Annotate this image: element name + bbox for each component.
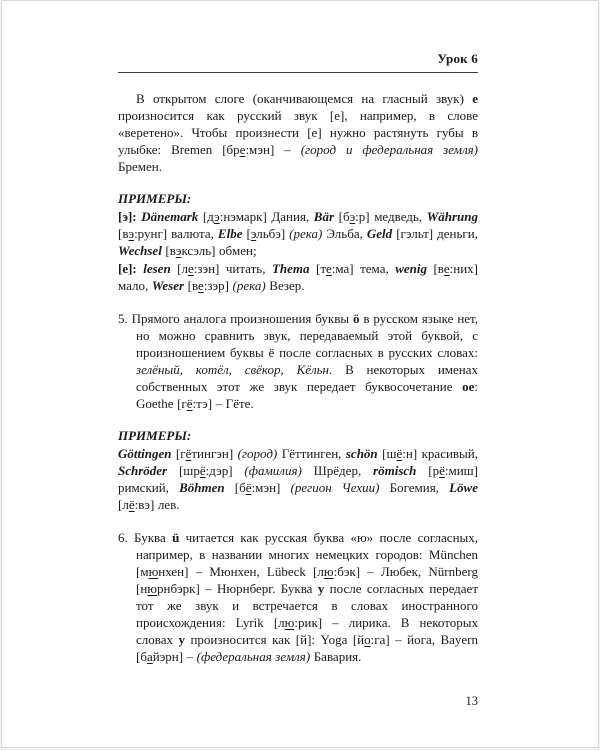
page-number: 13 <box>465 694 478 708</box>
text-segment: нхен] – Мюнхен, Lübeck [л <box>158 564 324 579</box>
text-segment: [б <box>334 209 350 224</box>
text-segment: ю <box>284 615 295 630</box>
text-segment: (регион Чехии) <box>290 480 380 495</box>
text-segment: :вэ] лев. <box>134 497 180 512</box>
text-segment: [л <box>170 261 188 276</box>
text-segment: э <box>349 209 356 224</box>
text-segment: :га] – йога, Bayern [б <box>136 632 478 664</box>
examples-label <box>118 427 478 444</box>
numbered-item <box>118 529 478 665</box>
text-segment: Elbe <box>217 226 243 241</box>
text-segment: в русском языке нет, но можно сравнить звук, передаваемый этой буквой, с произношением буквы ё после согласных в русских словах: <box>136 311 478 360</box>
text-segment: произносится как русский звук [е], например, в слове «веретено». Чтобы произнести [е] нужно растянуть губы в улыбке: Bremen [бр <box>118 108 478 157</box>
text-segment: ö <box>353 311 360 326</box>
text-segment: römisch <box>373 463 417 478</box>
text-segment: (река) <box>289 226 323 241</box>
text-segment: Гёттинген, <box>277 446 346 461</box>
text-segment: – (город и федеральная земля) <box>284 142 478 157</box>
text-segment: :них] мало, <box>118 261 478 293</box>
text-segment: [т <box>309 261 326 276</box>
text-segment: :р] медведь, <box>355 209 427 224</box>
text-segment: йэрн] – <box>152 649 197 664</box>
text-segment: Bär <box>313 209 335 224</box>
text-segment: :н] красивый, <box>402 446 478 461</box>
text-segment: [шр <box>167 463 200 478</box>
text-segment: [в <box>161 243 176 258</box>
text-segment: :рик] – лирика. В некоторых словах <box>136 615 478 647</box>
numbered-item <box>118 310 478 412</box>
text-segment: :тэ] – Гёте. <box>192 396 254 411</box>
text-segment: [в <box>184 278 199 293</box>
text-segment: после согласных передает тот же звук и встречается в словах иностранного происхождения: Lyrik [л <box>136 581 479 630</box>
text-segment: ё <box>128 497 135 512</box>
text-segment: :нэмарк] Дания, <box>219 209 314 224</box>
text-segment: льбэ] <box>256 226 290 241</box>
text-segment: :миш] римский, <box>118 463 478 495</box>
text-segment: [в <box>426 261 444 276</box>
text-segment: lesen <box>143 261 171 276</box>
text-segment: :дэр] <box>205 463 245 478</box>
text-segment: читается как русская буква «ю» после согласных, например, в названии многих немецких городов: München [м <box>136 530 479 579</box>
text-segment: [ <box>242 226 251 241</box>
text-segment: [р <box>416 463 440 478</box>
paragraph <box>118 90 478 175</box>
text-segment: е <box>443 261 450 276</box>
text-segment: рнбэрк] – Нюрнберг. Буква <box>157 581 318 596</box>
text-segment: зелёный, котёл, свёкор, Кёльн <box>136 362 330 377</box>
text-segment: Weser <box>151 278 185 293</box>
text-segment: [э]: <box>118 209 142 224</box>
text-segment: (федеральная земля) <box>196 649 311 664</box>
text-segment: Везер. <box>265 278 305 293</box>
text-segment: ё <box>186 396 193 411</box>
lesson-title: Урок 6 <box>437 51 478 66</box>
text-segment: (фамилия) <box>244 463 302 478</box>
examples-label <box>118 190 478 207</box>
text-segment: [гэльт] деньги, <box>392 226 478 241</box>
text-segment: э <box>128 226 135 241</box>
text-segment: Wechsel <box>118 243 162 258</box>
text-segment: ПРИМЕРЫ: <box>118 428 192 443</box>
text-segment: :ма] тема, <box>331 261 396 276</box>
text-segment: Dänemark <box>141 209 199 224</box>
text-segment: ё <box>199 463 206 478</box>
text-segment: ксэль] обмен; <box>181 243 257 258</box>
text-segment: [г <box>171 446 186 461</box>
text-segment: y <box>317 581 325 596</box>
text-segment: Böhmen <box>179 480 225 495</box>
text-segment: :мэн] <box>245 142 285 157</box>
text-segment: ю <box>148 564 159 579</box>
text-segment: Thema <box>271 261 310 276</box>
text-segment: e <box>472 91 478 106</box>
text-segment: е <box>326 261 332 276</box>
text-segment: [д <box>198 209 215 224</box>
text-segment: тингэн] <box>191 446 238 461</box>
text-segment: schön <box>345 446 378 461</box>
text-segment: Währung <box>426 209 479 224</box>
text-segment: 5. Прямого аналога произношения буквы <box>118 311 353 326</box>
text-segment: о <box>364 632 371 647</box>
text-segment: [в <box>118 226 129 241</box>
text-segment: э <box>175 243 182 258</box>
text-segment: . В некоторых именах собственных этот же звук передает буквосочетание <box>136 362 478 394</box>
text-segment: [б <box>224 480 246 495</box>
text-segment: Шрёдер, <box>301 463 374 478</box>
text-segment: ПРИМЕРЫ: <box>118 191 192 206</box>
text-segment: y <box>178 632 185 647</box>
text-segment: Göttingen <box>118 446 172 461</box>
book-page <box>1 0 599 748</box>
text-segment: ё <box>185 446 192 461</box>
text-segment: [е]: <box>118 261 144 276</box>
text-segment: (река) <box>232 278 266 293</box>
text-segment: :бэк] – Любек, Nürnberg [н <box>136 564 478 596</box>
text-segment: э <box>214 209 220 224</box>
text-segment: oe <box>462 379 475 394</box>
text-segment: [ш <box>377 446 397 461</box>
text-segment: Бавария. <box>310 649 362 664</box>
paragraph <box>118 260 478 294</box>
text-segment: е <box>187 261 194 276</box>
text-segment: ё <box>245 480 252 495</box>
paragraph <box>118 445 478 513</box>
text-segment: е <box>239 142 246 157</box>
page-footer <box>118 694 478 709</box>
text-segment: произносится как [й]: Yoga [й <box>184 632 365 647</box>
text-segment: ю <box>147 581 158 596</box>
text-segment: ё <box>396 446 403 461</box>
text-segment: 6. Буква <box>118 530 173 545</box>
text-segment: Богемия, <box>379 480 450 495</box>
text-segment: :мэн] <box>251 480 291 495</box>
text-segment: а <box>146 649 153 664</box>
text-segment: Эльба, <box>322 226 367 241</box>
content <box>118 90 478 665</box>
text-segment: В открытом слоге (оканчивающемся на гласный звук) <box>136 91 473 106</box>
text-segment: Löwe <box>449 480 478 495</box>
text-segment: Geld <box>366 226 393 241</box>
text-segment: ю <box>323 564 334 579</box>
text-segment: wenig <box>395 261 427 276</box>
text-segment: : Goethe [г <box>136 379 478 411</box>
text-segment: (город) <box>237 446 278 461</box>
text-segment: Бремен. <box>118 159 162 174</box>
text-segment: [л <box>118 497 129 512</box>
text-segment: е <box>198 278 204 293</box>
text-segment: :зэр] <box>203 278 233 293</box>
text-segment: э <box>250 226 257 241</box>
text-segment: ё <box>439 463 445 478</box>
text-segment: :зэн] читать, <box>193 261 272 276</box>
text-segment: :рунг] валюта, <box>134 226 218 241</box>
paragraph <box>118 208 478 259</box>
text-segment: Schröder <box>118 463 168 478</box>
page-header <box>118 51 478 73</box>
text-segment: ü <box>172 530 180 545</box>
